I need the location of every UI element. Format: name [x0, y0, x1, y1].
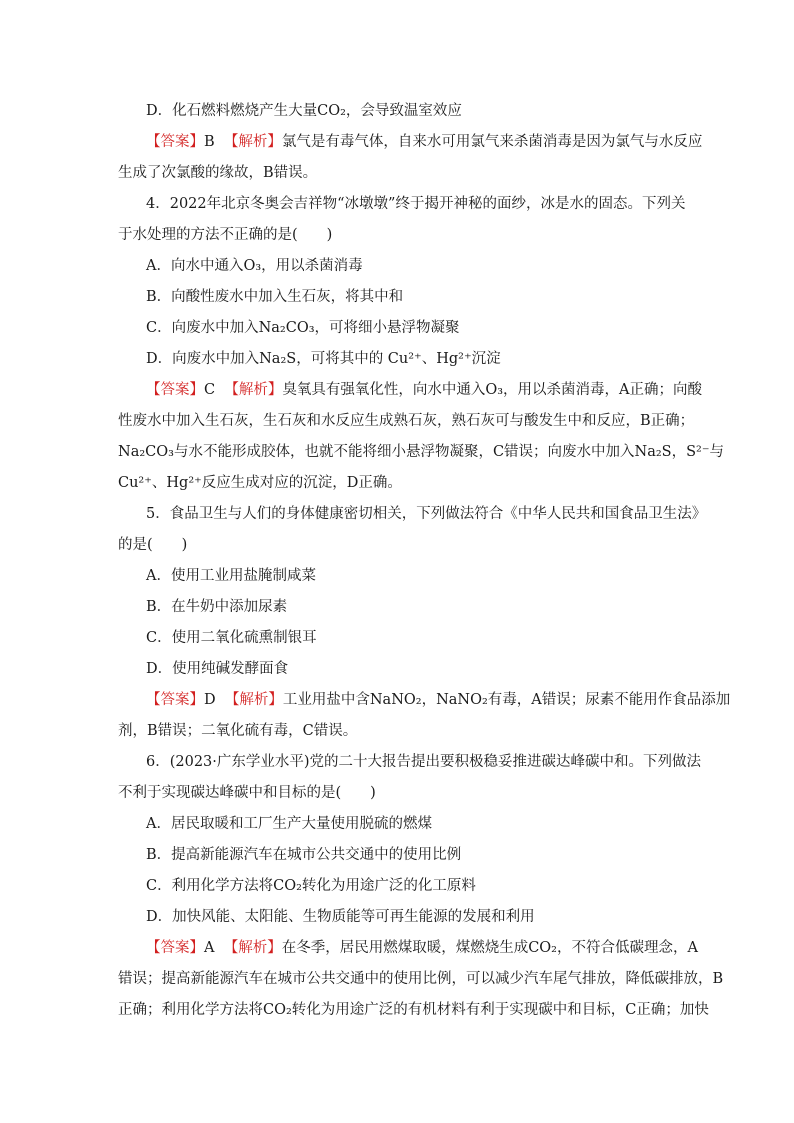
q4-answer-line: [118, 375, 702, 406]
q5-option-b: B．在牛奶中添加尿素: [146, 599, 288, 615]
q4-option-d: D．向废水中加入Na₂S，可将其中的 Cu²⁺、Hg²⁺沉淀: [146, 351, 501, 367]
answer-tag: 【答案】: [146, 940, 204, 956]
q4-analysis-line2: 性废水中加入生石灰，生石灰和水反应生成熟石灰，熟石灰可与酸发生中和反应，B正确；: [118, 413, 695, 429]
q4-option-c: C．向废水中加入Na₂CO₃，可将细小悬浮物凝聚: [146, 320, 460, 336]
answer-value: D: [204, 692, 216, 708]
q4-option-a: A．向水中通入O₃，用以杀菌消毒: [146, 258, 363, 274]
analysis-tag: 【解析】: [224, 692, 283, 708]
analysis-tag: 【解析】: [224, 382, 283, 398]
q4-stem-line2: 于水处理的方法不正确的是( ): [118, 227, 333, 243]
analysis-text: 氯气是有毒气体，自来水可用氯气来杀菌消毒是因为氯气与水反应: [281, 134, 703, 150]
q5-option-c: C．使用二氧化硫熏制银耳: [146, 630, 317, 646]
answer-value: A: [204, 940, 215, 956]
q6-analysis-line2: 错误；提高新能源汽车在城市公共交通中的使用比例，可以减少汽车尾气排放，降低碳排放，B: [118, 971, 724, 987]
analysis-tag: 【解析】: [223, 940, 282, 956]
q4-option-b: B．向酸性废水中加入生石灰，将其中和: [146, 289, 404, 305]
q4-stem-line1: 4．2022年北京冬奥会吉祥物“冰墩墩”终于揭开神秘的面纱，冰是水的固态。下列关: [146, 196, 686, 212]
analysis-text: 在冬季，居民用燃煤取暖，煤燃烧生成CO₂，不符合低碳理念，A: [281, 940, 698, 956]
answer-value: B: [204, 134, 215, 150]
analysis-text: 臭氧具有强氧化性，向水中通入O₃，用以杀菌消毒，A正确；向酸: [282, 382, 702, 398]
q5-option-d: D．使用纯碱发酵面食: [146, 661, 289, 677]
q5-stem-line1: 5．食品卫生与人们的身体健康密切相关，下列做法符合《中华人民共和国食品卫生法》: [146, 506, 707, 522]
q3-option-d: D．化石燃料燃烧产生大量CO₂，会导致温室效应: [146, 103, 462, 119]
q3-analysis-line2: 生成了次氯酸的缘故，B错误。: [118, 165, 318, 181]
q6-stem-line2: 不利于实现碳达峰碳中和目标的是( ): [118, 785, 376, 801]
analysis-text: 工业用盐中含NaNO₂，NaNO₂有毒，A错误；尿素不能用作食品添加: [282, 692, 731, 708]
q6-stem-line1: 6．(2023·广东学业水平)党的二十大报告提出要积极稳妥推进碳达峰碳中和。下列做法: [146, 754, 702, 770]
answer-tag: 【答案】: [146, 382, 204, 398]
q6-analysis-line3: 正确；利用化学方法将CO₂转化为用途广泛的有机材料有利于实现碳中和目标，C正确；加快: [118, 1002, 709, 1018]
q4-analysis-line3: Na₂CO₃与水不能形成胶体，也就不能将细小悬浮物凝聚，C错误；向废水中加入Na₂S，S²⁻与: [118, 444, 725, 460]
q4-analysis-line4: Cu²⁺、Hg²⁺反应生成对应的沉淀，D正确。: [118, 475, 402, 491]
q5-answer-line: [118, 685, 731, 716]
q6-option-b: B．提高新能源汽车在城市公共交通中的使用比例: [146, 847, 462, 863]
q6-option-a: A．居民取暖和工厂生产大量使用脱硫的燃煤: [146, 816, 432, 832]
answer-tag: 【答案】: [146, 692, 204, 708]
answer-tag: 【答案】: [146, 134, 204, 150]
document-page: [118, 96, 731, 1026]
q5-analysis-line2: 剂，B错误；二氧化硫有毒，C错误。: [118, 723, 358, 739]
analysis-tag: 【解析】: [223, 134, 282, 150]
q6-answer-line: [118, 933, 698, 964]
answer-value: C: [204, 382, 216, 398]
q3-answer-line: [118, 127, 703, 158]
q6-option-c: C．利用化学方法将CO₂转化为用途广泛的化工原料: [146, 878, 476, 894]
q5-stem-line2: 的是( ): [118, 537, 188, 553]
q6-option-d: D．加快风能、太阳能、生物质能等可再生能源的发展和利用: [146, 909, 535, 925]
q5-option-a: A．使用工业用盐腌制咸菜: [146, 568, 316, 584]
